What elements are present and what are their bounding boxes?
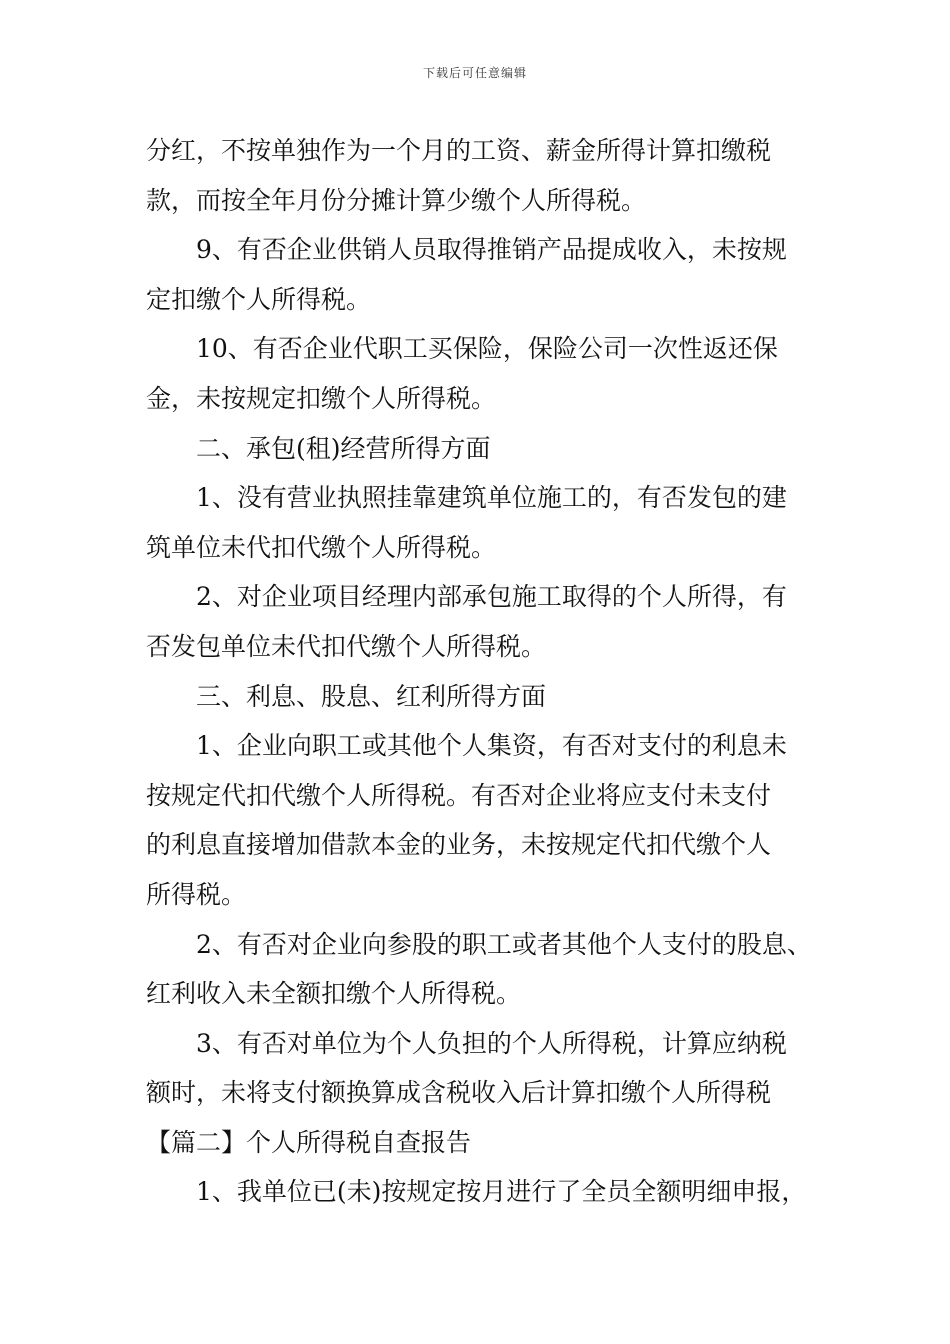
text-line: 款，而按全年月份分摊计算少缴个人所得税。 [146, 185, 647, 215]
text-line: 红利收入未全额扣缴个人所得税。 [146, 979, 522, 1009]
text-line: 定扣缴个人所得税。 [146, 284, 372, 314]
text-line: 所得税。 [146, 879, 247, 909]
text-line: 分红，不按单独作为一个月的工资、薪金所得计算扣缴税 [146, 136, 772, 165]
section-heading: 二、承包(租)经营所得方面 [196, 433, 491, 463]
text-line: 2、有否对企业向参股的职工或者其他个人支付的股息、 [196, 929, 812, 959]
text-line: 额时，未将支付额换算成含税收入后计算扣缴个人所得税 [146, 1078, 772, 1108]
text-line: 1、没有营业执照挂靠建筑单位施工的，有否发包的建 [196, 483, 787, 513]
text-line: 1、我单位已(未)按规定按月进行了全员全额明细申报， [196, 1177, 807, 1207]
section-heading: 三、利息、股息、红利所得方面 [196, 681, 547, 711]
text-line: 的利息直接增加借款本金的业务，未按规定代扣代缴个人 [146, 830, 772, 860]
text-line: 筑单位未代扣代缴个人所得税。 [146, 532, 497, 562]
text-line: 10、有否企业代职工买保险，保险公司一次性返还保 [196, 334, 778, 364]
document-body [146, 126, 826, 1217]
chapter-heading: 【篇二】个人所得税自查报告 [146, 1127, 472, 1157]
page-header: 下载后可任意编辑 [422, 66, 527, 80]
text-line: 否发包单位未代扣代缴个人所得税。 [146, 631, 547, 661]
text-line: 2、对企业项目经理内部承包施工取得的个人所得，有 [196, 582, 787, 612]
text-line: 3、有否对单位为个人负担的个人所得税，计算应纳税 [196, 1028, 787, 1058]
text-line: 9、有否企业供销人员取得推销产品提成收入，未按规 [196, 235, 787, 265]
text-line: 1、企业向职工或其他个人集资，有否对支付的利息未 [196, 731, 787, 761]
text-line: 按规定代扣代缴个人所得税。有否对企业将应支付未支付 [146, 780, 772, 810]
text-line: 金，未按规定扣缴个人所得税。 [146, 383, 497, 413]
